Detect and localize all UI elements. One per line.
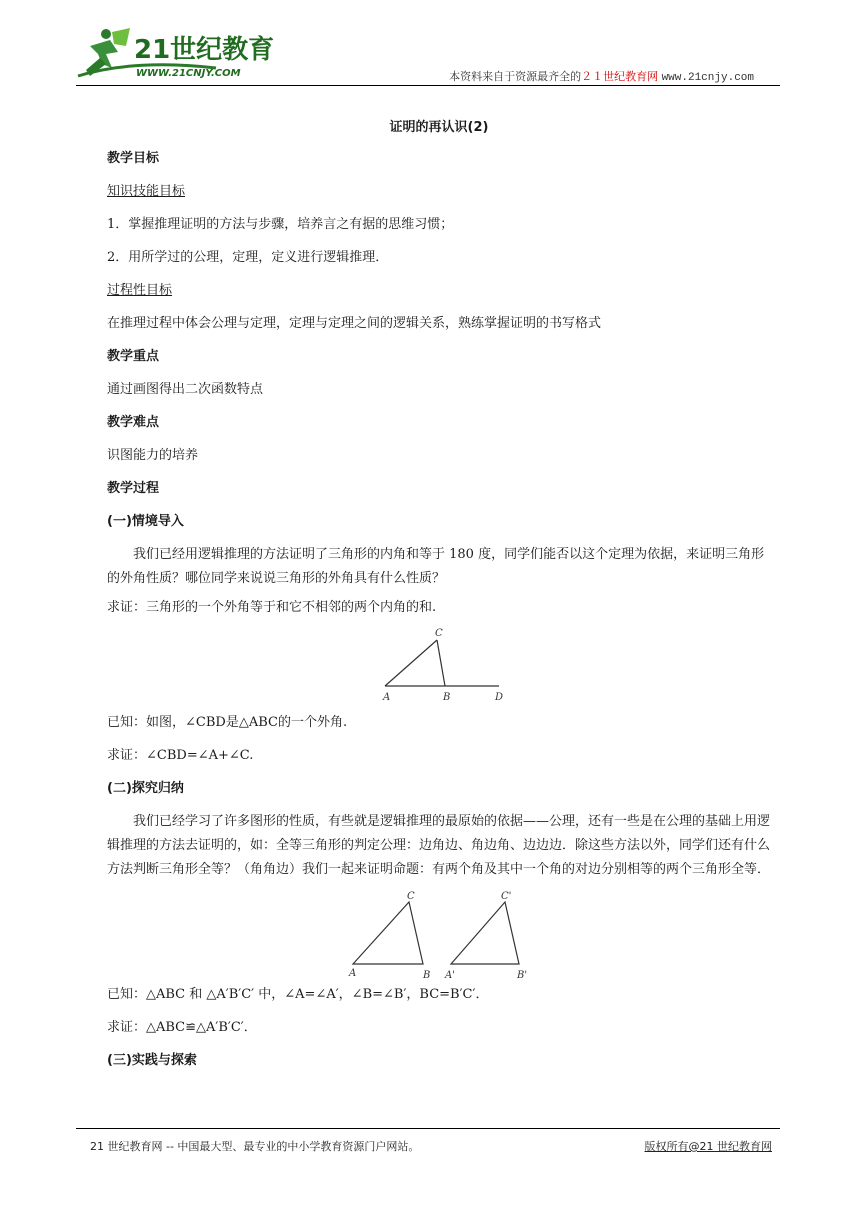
page-title: 证明的再认识(2) — [389, 120, 489, 135]
key-point-text: 通过画图得出二次函数特点 — [107, 382, 264, 397]
label-D: D — [495, 692, 504, 703]
label-B: B — [443, 692, 451, 703]
difficulty-text: 识图能力的培养 — [107, 448, 199, 463]
heading-procedure: 教学过程 — [107, 481, 160, 496]
svg-text:WWW.21CNJY.COM: WWW.21CNJY.COM — [136, 68, 241, 79]
heading-goal: 教学目标 — [107, 151, 160, 166]
triangle-exterior-angle-figure — [369, 626, 509, 708]
svg-text:21世纪教育: 21世纪教育 — [134, 35, 275, 65]
label-A: A — [383, 692, 391, 703]
section-2-known: 已知：△ABC 和 △A′B′C′ 中，∠A=∠A′，∠B=∠B′，BC=B′C′． — [107, 987, 489, 1002]
heading-key-point: 教学重点 — [107, 349, 160, 364]
section-1-prove: 求证：三角形的一个外角等于和它不相邻的两个内角的和. — [107, 600, 437, 615]
site-logo — [76, 24, 296, 82]
label-B-prime: B' — [517, 970, 528, 981]
header-divider — [76, 85, 780, 86]
subheading-process: 过程性目标 — [107, 283, 173, 298]
section-2-title: (二)探究归纳 — [107, 781, 184, 796]
process-text: 在推理过程中体会公理与定理，定理与定理之间的逻辑关系，熟练掌握证明的书写格式 — [107, 316, 602, 331]
label-C: C — [407, 891, 415, 902]
congruent-triangles-figure — [339, 890, 539, 982]
section-3-title: (三)实践与探索 — [107, 1053, 197, 1068]
subheading-knowledge: 知识技能目标 — [107, 184, 186, 199]
section-2-verify: 求证：△ABC≌△A′B′C′． — [107, 1020, 257, 1035]
section-1-paragraph: 我们已经用逻辑推理的方法证明了三角形的内角和等于 180 度，同学们能否以这个定理为依据，来证明三角形的外角性质？哪位同学来说说三角形的外角具有什么性质？ — [107, 547, 765, 586]
section-1-title: (一)情境导入 — [107, 514, 184, 529]
page-header — [76, 20, 780, 86]
label-A: A — [349, 968, 357, 979]
footer-copyright-link[interactable]: 版权所有@21 世纪教育网 — [644, 1140, 772, 1153]
document-body — [107, 116, 771, 1085]
header-source-note: 本资料来自于资源最齐全的２１世纪教育网 www.21cnjy.com — [449, 70, 754, 84]
section-1-verify: 求证：∠CBD=∠A+∠C. — [107, 748, 254, 763]
label-A-prime: A' — [445, 970, 455, 981]
heading-difficulty: 教学难点 — [107, 415, 160, 430]
label-C: C — [435, 628, 443, 639]
label-C-prime: C' — [501, 891, 512, 902]
section-2-paragraph: 我们已经学习了许多图形的性质，有些就是逻辑推理的最原始的依据——公理，还有一些是在公理的基础上用逻辑推理的方法去证明的，如：全等三角形的判定公理：边角边、角边角、边边边．除这些方法以外，同学们还有什么方法判断三角形全等？（角角边）我们一起来证明命题：有两个角及其中一个角的对边分别相等的两个三角形全等． — [107, 814, 771, 877]
footer-divider — [76, 1128, 780, 1129]
goal-item-2: 2．用所学过的公理，定理，定义进行逻辑推理． — [107, 250, 389, 265]
goal-item-1: 1．掌握推理证明的方法与步骤，培养言之有据的思维习惯； — [107, 217, 454, 232]
header-site-link[interactable]: www.21cnjy.com — [661, 72, 754, 84]
footer-slogan: 21 世纪教育网 -- 中国最大型、最专业的中小学教育资源门户网站。 — [90, 1140, 420, 1153]
label-B: B — [423, 970, 431, 981]
section-1-known: 已知：如图，∠CBD是△ABC的一个外角. — [107, 715, 348, 730]
page-footer — [76, 1128, 780, 1153]
